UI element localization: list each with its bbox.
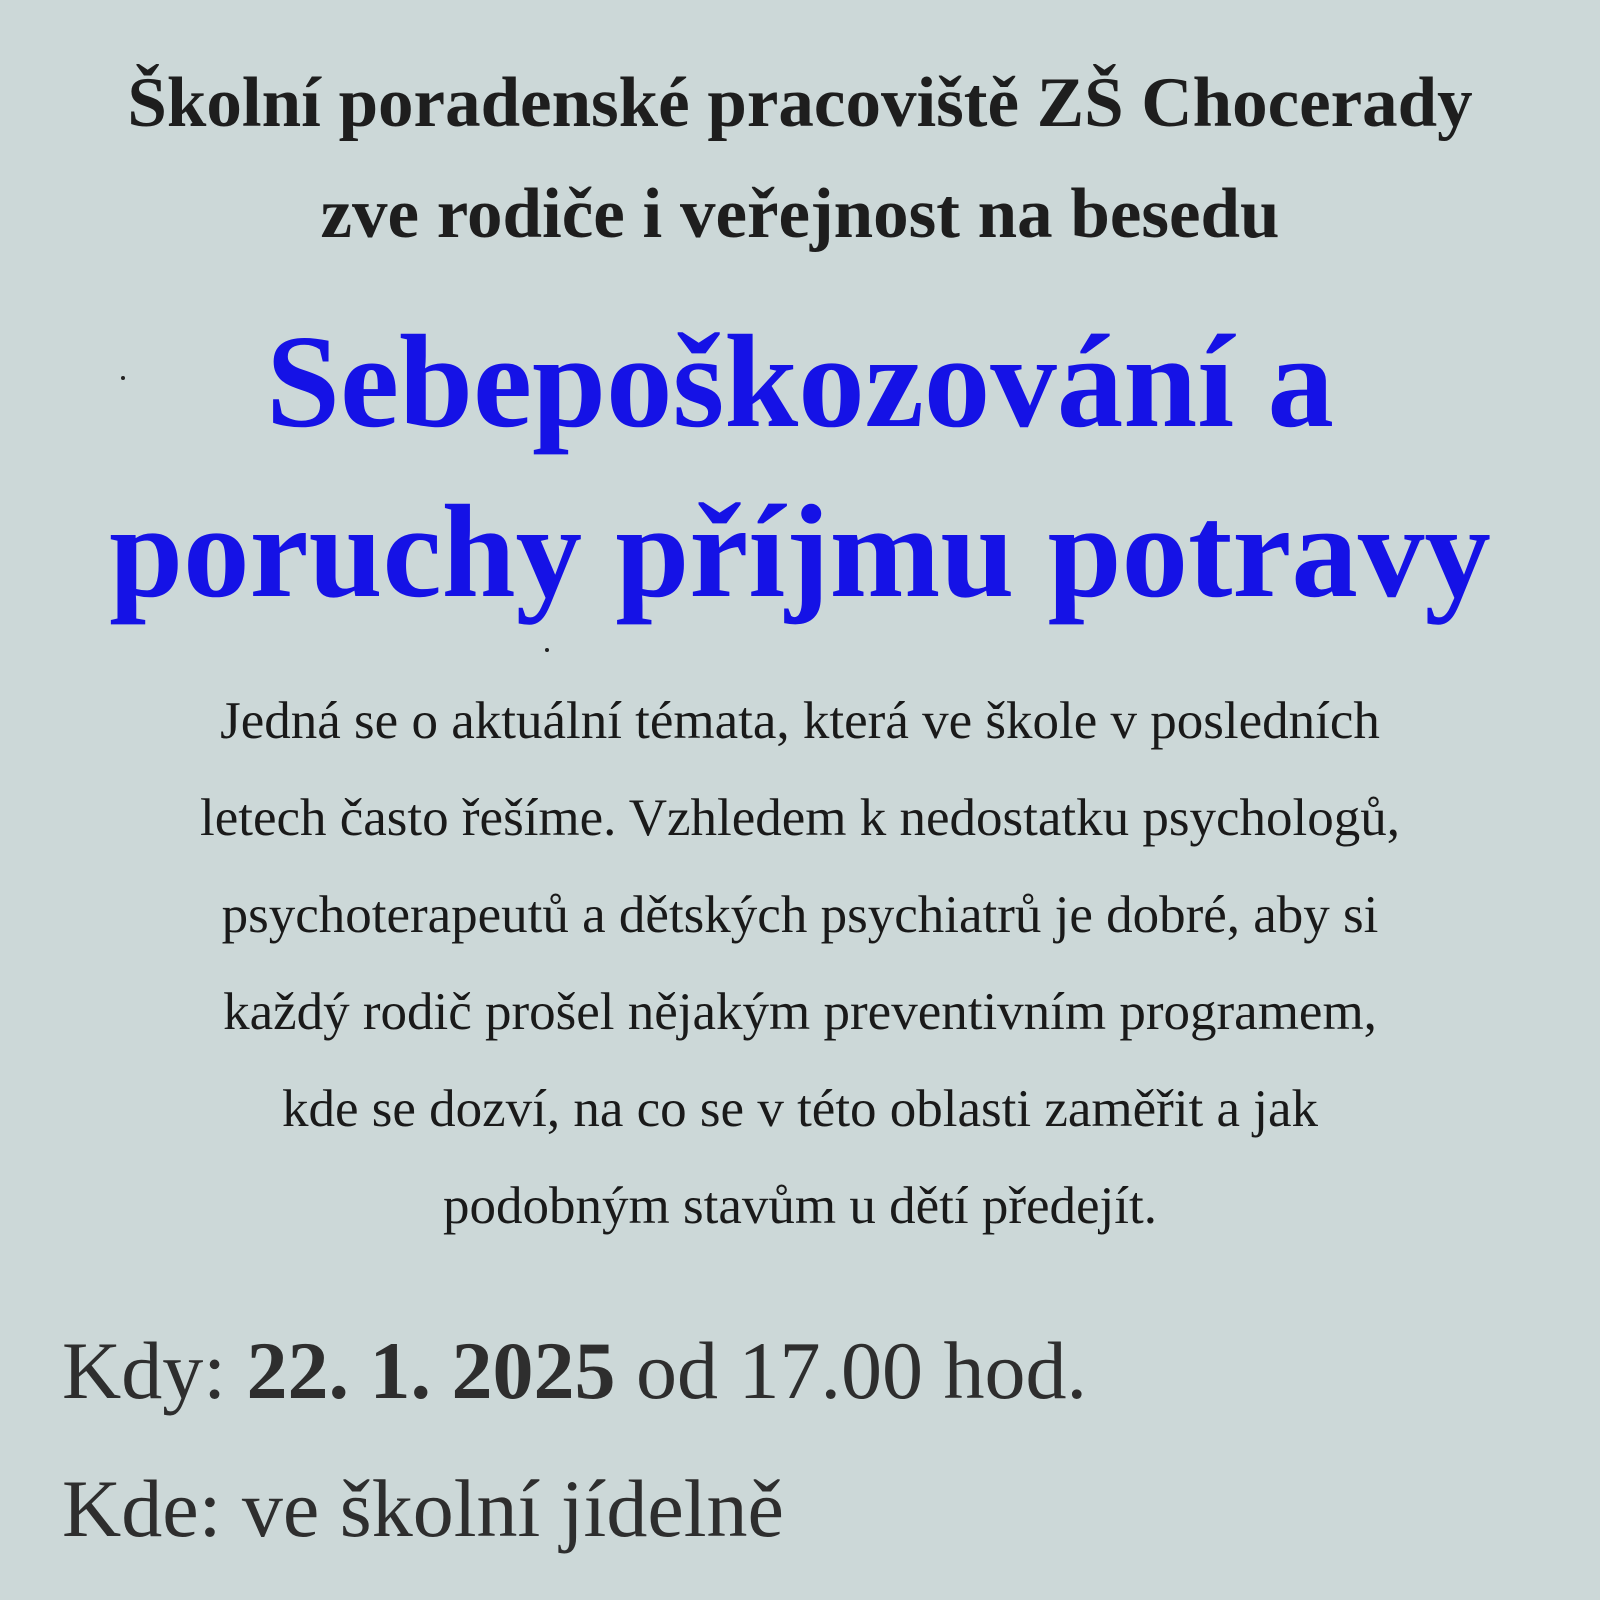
event-date: 22. 1. 2025 (246, 1325, 616, 1416)
where-label: Kde: (62, 1463, 242, 1554)
when-label: Kdy: (62, 1325, 247, 1416)
event-title (0, 296, 1600, 636)
header-line-invitation: zve rodiče i veřejnost na besedu (320, 175, 1280, 253)
event-time: od 17.00 hod. (615, 1325, 1087, 1416)
event-description (0, 673, 1600, 1255)
header-line-school: Školní poradenské pracoviště ZŠ Chocerady (127, 64, 1473, 142)
description-line: letech často řešíme. Vzhledem k nedostatku psychologů, (199, 789, 1401, 847)
invitation-header (0, 48, 1600, 270)
description-line: kde se dozví, na co se v této oblasti zaměřit a jak (281, 1080, 1319, 1138)
description-line: každý rodič prošel nějakým preventivním programem, (223, 983, 1377, 1041)
description-line: podobným stavům u dětí předejít. (443, 1177, 1157, 1235)
stray-dot (545, 648, 549, 652)
description-line: psychoterapeutů a dětských psychiatrů je dobré, aby si (221, 886, 1379, 944)
event-where (62, 1463, 784, 1554)
title-line-1: Sebepoškozování a (266, 307, 1334, 455)
event-when (62, 1325, 1087, 1416)
title-line-2: poruchy příjmu potravy (109, 477, 1491, 625)
description-line: Jedná se o aktuální témata, která ve škole v posledních (220, 692, 1380, 750)
event-place: ve školní jídelně (241, 1463, 784, 1554)
